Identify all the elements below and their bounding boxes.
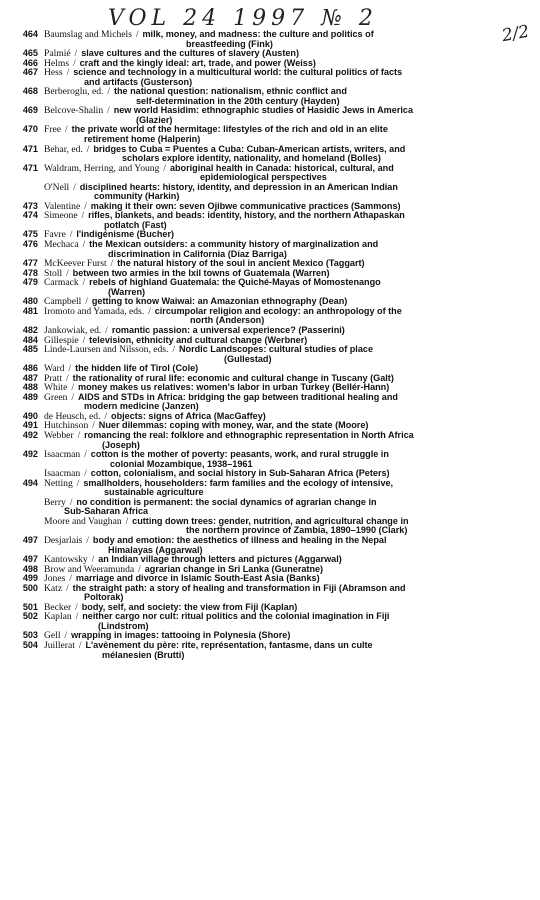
entry-separator: / — [66, 267, 69, 278]
entry-title: agrarian change in Sri Lanka (Guneratne) — [144, 563, 324, 574]
entry-continuation: breastfeeding (Fink) — [186, 38, 273, 49]
entry-author: Katz — [44, 582, 63, 594]
entry-author: Helms — [44, 57, 70, 69]
entry-first-line — [0, 479, 540, 489]
entry-title: l'indigénisme (Bucher) — [76, 229, 175, 240]
entry-separator: / — [66, 67, 70, 78]
entry-separator: / — [64, 630, 68, 641]
review-list — [0, 30, 540, 660]
list-item — [0, 517, 540, 536]
entry-author: Hutchinson — [44, 420, 89, 432]
entry-separator: / — [84, 468, 87, 479]
entry-separator: / — [86, 143, 90, 154]
entry-author: Green — [44, 391, 68, 403]
list-item — [0, 393, 540, 412]
entry-number: 487 — [22, 372, 38, 383]
entry-number: 481 — [22, 305, 38, 316]
entry-separator: / — [69, 573, 72, 584]
entry-first-line — [0, 431, 540, 441]
entry-number: 475 — [22, 229, 38, 240]
entry-number: 469 — [22, 105, 38, 116]
entry-author: Baumslag and Michels — [44, 29, 132, 40]
list-item — [0, 183, 540, 202]
entry-continuation: Poltorak) — [84, 592, 124, 603]
list-item — [0, 450, 540, 469]
entry-number: 484 — [22, 334, 38, 345]
entry-title: objects: signs of Africa (MacGaffey) — [111, 410, 266, 421]
entry-separator: / — [66, 582, 69, 593]
entry-first-line — [0, 641, 540, 651]
entry-author: Netting — [44, 477, 73, 489]
entry-continuation: mélanesien (Brutti) — [102, 649, 185, 660]
entry-number: 489 — [22, 391, 38, 402]
entry-separator: / — [71, 391, 74, 402]
entry-author: Berry — [44, 496, 66, 508]
entry-title: Nuer dilemmas: coping with money, war, and the state (Moore) — [98, 420, 369, 431]
list-item — [0, 106, 540, 125]
entry-separator: / — [82, 239, 86, 250]
entry-number: 503 — [22, 630, 38, 641]
entry-continuation: (Gullestad) — [224, 353, 272, 364]
list-item — [0, 68, 540, 87]
list-item — [0, 307, 540, 326]
entry-title: milk, money, and madness: the culture and politics of — [142, 29, 374, 39]
entry-continuation: (Lindstrom) — [98, 620, 149, 631]
entry-title: the national question: nationalism, ethnic conflict and — [113, 86, 347, 97]
entry-title: the rationality of rural life: economic and cultural change in Tuscany (Galt) — [72, 372, 394, 383]
list-item — [0, 345, 540, 364]
entry-author: Isaacman — [44, 449, 81, 461]
entry-author: Linde-Laursen and Nilsson, eds. — [44, 344, 169, 356]
entry-number: 478 — [22, 267, 38, 278]
entry-separator: / — [65, 124, 68, 135]
entry-separator: / — [71, 382, 74, 393]
entry-author: Mechaca — [44, 239, 79, 251]
entry-number: 480 — [22, 296, 38, 307]
entry-title: the straight path: a story of healing and transformation in Fiji (Abramson and — [72, 582, 406, 593]
entry-number: 502 — [22, 611, 38, 622]
entry-first-line — [0, 450, 540, 460]
entry-separator: / — [81, 210, 85, 221]
entry-author: Jankowiak, ed. — [44, 324, 102, 336]
entry-author: Carmack — [44, 277, 79, 289]
list-item — [0, 431, 540, 450]
entry-number: 497 — [22, 534, 38, 545]
entry-title: the Mexican outsiders: a community history of marginalization and — [89, 239, 379, 250]
entry-number: 476 — [22, 239, 38, 250]
entry-title: marriage and divorce in Islamic South-East Asia (Banks) — [75, 573, 320, 584]
entry-separator: / — [66, 372, 69, 383]
entry-author: Juillerat — [44, 640, 75, 651]
entry-title: craft and the kingly ideal: art, trade, and power (Weiss) — [79, 57, 316, 68]
entry-separator: / — [82, 277, 86, 288]
entry-author: Waldram, Herring, and Young — [44, 162, 160, 174]
entry-author: McKeever Furst — [44, 258, 107, 270]
entry-separator: / — [86, 534, 89, 545]
entry-number: 477 — [22, 258, 38, 269]
entry-author: Berberoglu, ed. — [44, 86, 104, 98]
entry-number: 500 — [22, 582, 38, 593]
entry-first-line — [0, 584, 540, 594]
entry-author: Webber — [44, 429, 74, 441]
list-item — [0, 278, 540, 297]
entry-author: Isaacman — [44, 468, 81, 480]
entry-title: the private world of the hermitage: lifestyles of the rich and old in an elite — [71, 124, 388, 135]
entry-number: 490 — [22, 410, 38, 421]
entry-title: cutting down trees: gender, nutrition, and agricultural change in — [132, 515, 409, 526]
entry-continuation: potlatch (Fast) — [104, 219, 167, 230]
entry-number: 498 — [22, 563, 38, 574]
entry-separator: / — [125, 515, 129, 526]
entry-title: money makes us relatives: women's labor in urban Turkey (Bellér-Hann) — [77, 382, 390, 393]
entry-separator: / — [172, 344, 175, 355]
entry-title: no condition is permanent: the social dynamics of agrarian change in — [76, 496, 377, 507]
entry-number: 471 — [22, 143, 38, 154]
entry-author: Free — [44, 124, 62, 136]
entry-author: Belcove-Shalin — [44, 105, 104, 117]
entry-author: Brow and Weeramunda — [44, 563, 135, 575]
entry-continuation: (Joseph) — [102, 439, 140, 450]
entry-continuation: (Glazier) — [136, 114, 173, 125]
entry-author: Jones — [44, 573, 66, 585]
entry-author: White — [44, 382, 68, 394]
entry-continuation: self-determination in the 20th century (Hayden) — [136, 95, 340, 106]
list-item — [0, 240, 540, 259]
entry-title: an Indian village through letters and pictures (Aggarwal) — [98, 554, 342, 565]
entry-number: 473 — [22, 200, 38, 211]
entry-title: getting to know Waiwai: an Amazonian ethnography (Dean) — [91, 296, 348, 307]
list-item — [0, 612, 540, 631]
entry-separator: / — [74, 48, 78, 59]
entry-continuation: the northern province of Zambia, 1890–1990 (Clark) — [186, 525, 408, 536]
entry-title: romantic passion: a universal experience? (Passerini) — [111, 324, 345, 335]
entry-number: 466 — [22, 57, 38, 68]
entry-separator: / — [68, 363, 72, 374]
entry-first-line — [0, 183, 540, 193]
entry-author: Stoll — [44, 267, 63, 279]
entry-number: 488 — [22, 382, 38, 393]
entry-title: the hidden life of Tirol (Cole) — [75, 363, 199, 374]
entry-first-line — [0, 307, 540, 317]
entry-continuation: (Warren) — [108, 286, 146, 297]
list-item — [0, 641, 540, 660]
entry-author: Palmié — [44, 48, 71, 60]
entry-number: 497 — [22, 554, 38, 565]
entry-number: 501 — [22, 601, 38, 612]
entry-author: Hess — [44, 67, 63, 79]
list-item — [0, 164, 540, 183]
entry-first-line — [0, 536, 540, 546]
entry-first-line — [0, 211, 540, 221]
entry-title: cotton, colonialism, and social history in Sub-Saharan Africa (Peters) — [90, 468, 390, 479]
list-item — [0, 87, 540, 106]
entry-title: between two armies in the Ixil towns of Guatemala (Warren) — [72, 267, 330, 278]
entry-separator: / — [85, 296, 88, 307]
entry-continuation: community (Harkin) — [94, 191, 180, 202]
entry-title: television, ethnicity and cultural change (Werbner) — [89, 334, 308, 345]
entry-separator: / — [105, 324, 108, 335]
list-item — [0, 584, 540, 603]
entry-author: Simeone — [44, 210, 78, 222]
entry-title: L'avènement du père: rite, représentation, fantasme, dans un culte — [85, 640, 373, 650]
entry-continuation: north (Anderson) — [190, 315, 265, 326]
entry-number: 499 — [22, 573, 38, 584]
entry-number: 471 — [22, 162, 38, 173]
list-item — [0, 125, 540, 144]
entry-title: rebels of highland Guatemala: the Quiché-Mayas of Momostenango — [89, 277, 381, 288]
entry-continuation: epidemiological perspectives — [200, 172, 327, 183]
entry-number: 468 — [22, 86, 38, 97]
entry-number: 492 — [22, 449, 38, 460]
entry-first-line — [0, 278, 540, 288]
entry-title: rifles, blankets, and beads: identity, history, and the northern Athapaskan — [88, 210, 405, 221]
entry-author: Iromoto and Yamada, eds. — [44, 305, 145, 317]
entry-author: de Heusch, ed. — [44, 410, 101, 422]
entry-title: the natural history of the soul in ancient Mexico (Taggart) — [117, 258, 365, 269]
entry-title: Nordic Landscopes: cultural studies of place — [178, 344, 374, 355]
entry-separator: / — [84, 449, 87, 460]
entry-separator: / — [110, 258, 114, 269]
entry-number: 491 — [22, 420, 38, 431]
entry-title: wrapping in images: tattooing in Polynesia (Shore) — [71, 630, 291, 641]
entry-author: Kantowsky — [44, 554, 88, 566]
entry-separator: / — [73, 57, 76, 68]
entry-continuation: retirement home (Halperin) — [84, 134, 201, 145]
entry-continuation: scholars explore identity, nationality, and homeland (Bolles) — [122, 153, 381, 164]
entry-separator: / — [75, 601, 78, 612]
list-item — [0, 30, 540, 49]
entry-author: Gell — [44, 630, 61, 642]
list-item — [0, 536, 540, 555]
entry-number: 465 — [22, 48, 38, 59]
entry-number: 494 — [22, 477, 38, 488]
entry-title: romancing the real: folklore and ethnographic representation in North Africa — [84, 429, 414, 440]
entry-continuation: discrimination in California (Díaz Barriga) — [108, 248, 287, 259]
entry-separator: / — [91, 554, 95, 565]
entry-title: cotton is the mother of poverty: peasants, work, and rural struggle in — [90, 449, 389, 460]
entry-author: Moore and Vaughan — [44, 515, 122, 527]
entry-author: Kaplan — [44, 611, 72, 623]
entry-title: neither cargo nor cult: ritual politics and the colonial imagination in Fiji — [82, 611, 390, 622]
entry-separator: / — [107, 105, 110, 116]
entry-separator: / — [92, 420, 95, 431]
entry-title: body, self, and society: the view from Fiji (Kaplan) — [81, 601, 298, 612]
list-item — [0, 479, 540, 498]
entry-separator: / — [69, 229, 73, 240]
entry-number: 485 — [22, 344, 38, 355]
entry-title: bridges to Cuba = Puentes a Cuba: Cuban-American artists, writers, and — [93, 143, 406, 154]
entry-number: 467 — [22, 67, 38, 78]
entry-separator: / — [138, 563, 141, 574]
entry-separator: / — [73, 181, 76, 192]
entry-continuation: Sub-Saharan Africa — [64, 506, 149, 517]
entry-separator: / — [163, 162, 166, 173]
entry-separator: / — [77, 429, 81, 440]
entry-number: 464 — [22, 29, 38, 39]
entry-title: circumpolar religion and ecology: an anthropology of the — [154, 305, 402, 316]
entry-continuation: and artifacts (Gusterson) — [84, 76, 193, 87]
entry-title: slave cultures and the cultures of slavery (Austen) — [81, 48, 300, 59]
entry-first-line — [0, 125, 540, 135]
entry-number: 486 — [22, 363, 38, 374]
entry-author: Valentine — [44, 200, 81, 212]
entry-separator: / — [82, 334, 86, 345]
entry-first-line — [0, 393, 540, 403]
entry-first-line — [0, 612, 540, 622]
entry-separator: / — [84, 200, 87, 211]
entry-title: AIDS and STDs in Africa: bridging the gap between traditional healing and — [77, 391, 398, 402]
entry-separator: / — [75, 611, 79, 622]
entry-title: aboriginal health in Canada: historical, cultural, and — [169, 162, 394, 173]
entry-author: Ward — [44, 363, 65, 375]
entry-author: Gillespie — [44, 334, 79, 346]
entry-author: Behar, ed. — [44, 143, 83, 155]
entry-separator: / — [104, 410, 108, 421]
entry-author: Favre — [44, 229, 66, 241]
entry-number: 504 — [22, 640, 38, 650]
entry-title: disciplined hearts: history, identity, and depression in an American Indian — [79, 181, 398, 192]
entry-title: smallholders, householders: farm families and the ecology of intensive, — [83, 477, 394, 488]
handwritten-page-note: 2/2 — [500, 21, 531, 47]
list-item — [0, 145, 540, 164]
entry-continuation: colonial Mozambique, 1938–1961 — [110, 458, 253, 469]
entry-author: O'Nell — [44, 181, 70, 193]
entry-continuation: sustainable agriculture — [104, 487, 204, 498]
entry-number: 470 — [22, 124, 38, 135]
entry-author: Becker — [44, 601, 72, 613]
list-item — [0, 211, 540, 230]
entry-continuation: Himalayas (Aggarwal) — [108, 544, 203, 555]
entry-author: Pratt — [44, 372, 63, 384]
entry-title: new world Hasidim: ethnographic studies of Hasidic Jews in America — [113, 105, 414, 116]
entry-author: Campbell — [44, 296, 82, 308]
entry-title: making it their own: seven Ojibwe communicative practices (Sammons) — [90, 200, 401, 211]
entry-number: 474 — [22, 210, 38, 221]
entry-separator: / — [148, 305, 151, 316]
entry-first-line — [0, 106, 540, 116]
entry-separator: / — [135, 29, 139, 39]
entry-number: 479 — [22, 277, 38, 288]
entry-separator: / — [69, 496, 73, 507]
entry-separator: / — [78, 640, 82, 650]
entry-author: Desjarlais — [44, 534, 83, 546]
entry-first-line — [0, 68, 540, 78]
entry-title: body and emotion: the aesthetics of illness and healing in the Nepal — [92, 534, 387, 545]
entry-continuation: modern medicine (Janzen) — [84, 401, 199, 412]
entry-title: science and technology in a multicultural world: the cultural politics of facts — [73, 67, 403, 78]
entry-number: 492 — [22, 429, 38, 440]
entry-number: 482 — [22, 324, 38, 335]
list-item — [0, 498, 540, 517]
entry-separator: / — [76, 477, 80, 488]
entry-separator: / — [107, 86, 110, 97]
handwritten-volume-header: VOL 24 1997 № 2 — [108, 6, 378, 31]
